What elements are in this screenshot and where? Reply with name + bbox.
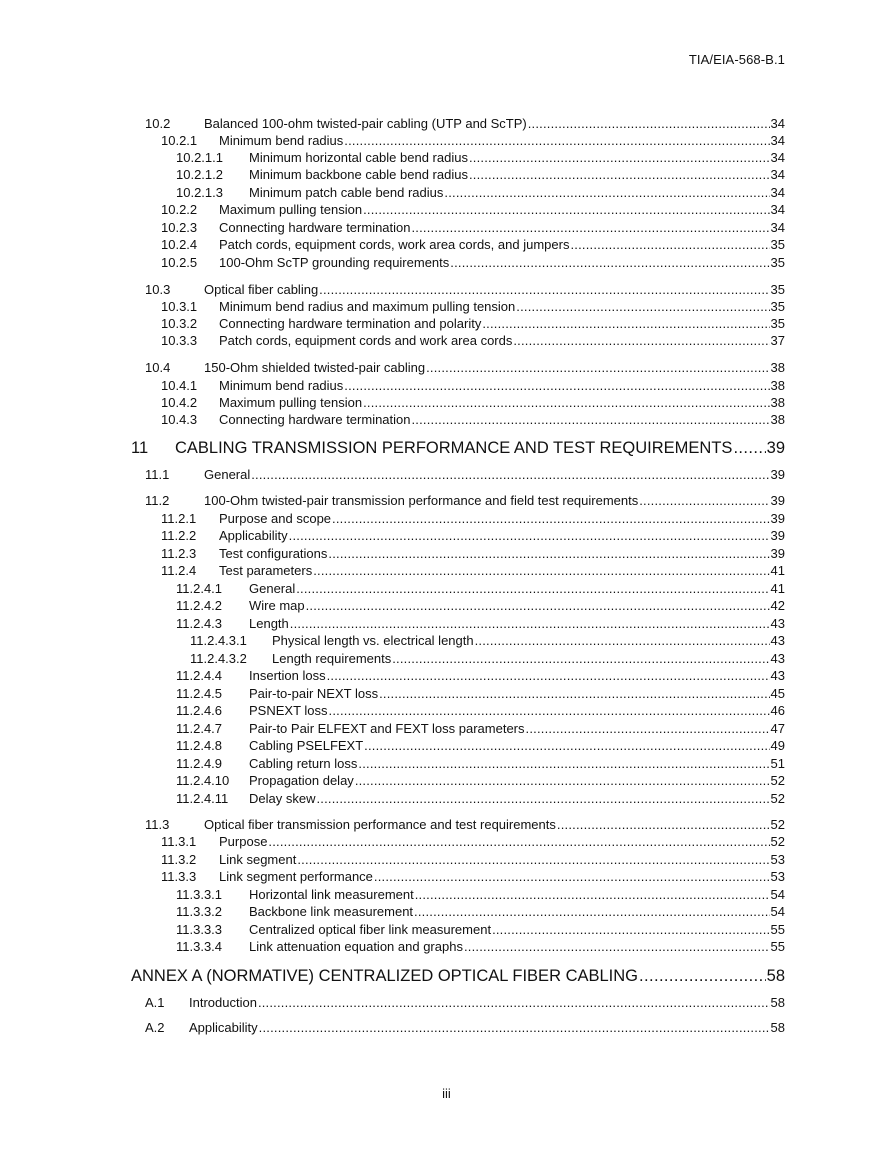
toc-entry[interactable] bbox=[0, 281, 785, 298]
toc-entry-number: 11.2.4.5 bbox=[176, 686, 223, 701]
toc-entry-number: 11.3.2 bbox=[161, 852, 197, 867]
dot-leader bbox=[412, 411, 770, 428]
toc-entry-number: 11.2.4 bbox=[161, 563, 197, 578]
toc-entry-title: 150-Ohm shielded twisted-pair cabling bbox=[204, 360, 426, 375]
toc-entry-title: Link attenuation equation and graphs bbox=[249, 939, 463, 954]
toc-entry[interactable] bbox=[0, 394, 785, 411]
toc-entry-number: 11.2.4.7 bbox=[176, 721, 223, 736]
toc-entry-number: 10.2.2 bbox=[161, 202, 198, 217]
toc-entry-number: 10.2.1 bbox=[161, 133, 198, 148]
toc-entry-title: Cabling return loss bbox=[249, 756, 358, 771]
toc-entry[interactable] bbox=[0, 615, 785, 632]
toc-entry[interactable] bbox=[0, 166, 785, 183]
toc-entry-page: 38 bbox=[770, 412, 785, 427]
dot-leader bbox=[363, 394, 769, 411]
toc-entry-title: Optical fiber transmission performance and test requirements bbox=[204, 817, 556, 832]
dot-leader bbox=[639, 966, 766, 986]
toc-entry-title: Propagation delay bbox=[249, 773, 354, 788]
toc-entry-number: 11.2.4.4 bbox=[176, 668, 223, 683]
dot-leader bbox=[414, 903, 770, 920]
toc-entry-number: 11.2.1 bbox=[161, 511, 197, 526]
toc-entry-number: 11.2.4.3 bbox=[176, 616, 223, 631]
toc-entry-page: 41 bbox=[770, 581, 785, 596]
toc-entry-number: 11.2.4.3.2 bbox=[190, 651, 247, 666]
dot-leader bbox=[469, 149, 770, 166]
toc-entry-page: 34 bbox=[770, 133, 785, 148]
toc-entry-title: General bbox=[204, 467, 251, 482]
toc-entry-number: 10.4 bbox=[145, 360, 171, 375]
toc-entry-page: 52 bbox=[770, 817, 785, 832]
toc-entry-title: Minimum backbone cable bend radius bbox=[249, 167, 468, 182]
toc-entry-number: 10.3.1 bbox=[161, 299, 198, 314]
toc-entry-title: Introduction bbox=[189, 995, 257, 1010]
dot-leader bbox=[355, 772, 770, 789]
toc-entry-title: Backbone link measurement bbox=[249, 904, 414, 919]
toc-entry-page: 49 bbox=[770, 738, 785, 753]
toc-entry[interactable] bbox=[0, 411, 785, 428]
toc-entry-number: 11.2.4.6 bbox=[176, 703, 223, 718]
toc-entry-number: 11.2.4.9 bbox=[176, 756, 223, 771]
toc-entry-number: 10.2.1.2 bbox=[176, 167, 223, 182]
dot-leader bbox=[415, 886, 770, 903]
toc-entry-title: Patch cords, equipment cords and work area cords bbox=[219, 333, 513, 348]
toc-entry-page: 34 bbox=[770, 220, 785, 235]
toc-entry-page: 35 bbox=[770, 282, 785, 297]
toc-entry-page: 42 bbox=[770, 598, 785, 613]
toc-entry-number: 11.3.1 bbox=[161, 834, 197, 849]
toc-entry[interactable] bbox=[0, 790, 785, 807]
toc-entry-title: Cabling PSELFEXT bbox=[249, 738, 364, 753]
dot-leader bbox=[296, 580, 769, 597]
toc-entry[interactable] bbox=[0, 332, 785, 349]
dot-leader bbox=[328, 545, 769, 562]
toc-entry-title: Minimum bend radius and maximum pulling tension bbox=[219, 299, 516, 314]
toc-entry-page: 43 bbox=[770, 668, 785, 683]
toc-entry-number: 10.4.3 bbox=[161, 412, 198, 427]
toc-entry[interactable] bbox=[0, 438, 785, 458]
toc-entry-number: A.1 bbox=[145, 995, 165, 1010]
toc-entry-number: 10.3.2 bbox=[161, 316, 198, 331]
dot-leader bbox=[289, 527, 770, 544]
toc-entry-number: 10.2.1.3 bbox=[176, 185, 223, 200]
toc-entry[interactable] bbox=[0, 1019, 785, 1036]
toc-entry-number: 11.3.3 bbox=[161, 869, 197, 884]
toc-entry-number: 11.2.4.2 bbox=[176, 598, 223, 613]
dot-leader bbox=[639, 492, 769, 509]
dot-leader bbox=[733, 438, 765, 458]
toc-entry-page: 46 bbox=[770, 703, 785, 718]
dot-leader bbox=[251, 466, 769, 483]
toc-entry-number: 11.2.4.8 bbox=[176, 738, 223, 753]
toc-entry-title: Patch cords, equipment cords, work area cords, and jumpers bbox=[219, 237, 570, 252]
toc-entry[interactable] bbox=[0, 562, 785, 579]
toc-entry-page: 35 bbox=[770, 316, 785, 331]
dot-leader bbox=[316, 790, 769, 807]
dot-leader bbox=[482, 315, 769, 332]
toc-entry-number: 10.3 bbox=[145, 282, 171, 297]
toc-entry-page: 35 bbox=[770, 255, 785, 270]
toc-entry-page: 35 bbox=[770, 299, 785, 314]
toc-entry-title: CABLING TRANSMISSION PERFORMANCE AND TEST REQUIREMENTS bbox=[175, 439, 733, 457]
toc-entry-title: Connecting hardware termination bbox=[219, 220, 411, 235]
toc-entry[interactable] bbox=[0, 833, 785, 850]
dot-leader bbox=[344, 132, 769, 149]
toc-entry-number: 10.2.1.1 bbox=[176, 150, 223, 165]
toc-entry-title: Test parameters bbox=[219, 563, 313, 578]
dot-leader bbox=[364, 737, 769, 754]
toc-entry-number: 11.3.3.1 bbox=[176, 887, 223, 902]
toc-entry-number: 11.3.3.2 bbox=[176, 904, 223, 919]
toc-entry[interactable] bbox=[0, 545, 785, 562]
dot-leader bbox=[469, 166, 770, 183]
toc-entry-page: 39 bbox=[770, 528, 785, 543]
dot-leader bbox=[297, 851, 769, 868]
toc-entry-page: 38 bbox=[770, 395, 785, 410]
toc-entry-page: 39 bbox=[770, 467, 785, 482]
toc-entry-page: 38 bbox=[770, 378, 785, 393]
toc-entry-title: Minimum patch cable bend radius bbox=[249, 185, 444, 200]
dot-leader bbox=[358, 755, 769, 772]
dot-leader bbox=[363, 201, 769, 218]
toc-entry-number: 11.1 bbox=[145, 467, 170, 482]
toc-entry-title: Insertion loss bbox=[249, 668, 326, 683]
toc-entry[interactable] bbox=[0, 219, 785, 236]
toc-entry[interactable] bbox=[0, 755, 785, 772]
toc-entry-number: 10.2.4 bbox=[161, 237, 198, 252]
toc-entry-page: 54 bbox=[770, 904, 785, 919]
toc-entry[interactable] bbox=[0, 720, 785, 737]
toc-entry[interactable] bbox=[0, 298, 785, 315]
dot-leader bbox=[426, 359, 769, 376]
toc-entry[interactable] bbox=[0, 236, 785, 253]
toc-entry-title: Test configurations bbox=[219, 546, 328, 561]
toc-entry-page: 34 bbox=[770, 202, 785, 217]
toc-entry-number: 10.4.1 bbox=[161, 378, 198, 393]
toc-entry[interactable] bbox=[0, 667, 785, 684]
dot-leader bbox=[379, 685, 769, 702]
toc-entry-number: 11.2.4.3.1 bbox=[190, 633, 247, 648]
toc-entry-number: 10.2 bbox=[145, 116, 171, 131]
toc-entry-number: 11 bbox=[131, 439, 149, 457]
toc-entry[interactable] bbox=[0, 851, 785, 868]
toc-entry[interactable] bbox=[0, 149, 785, 166]
dot-leader bbox=[306, 597, 770, 614]
toc-entry-title: Purpose bbox=[219, 834, 268, 849]
toc-entry[interactable] bbox=[0, 359, 785, 376]
dot-leader bbox=[319, 281, 769, 298]
toc-entry-page: 39 bbox=[770, 511, 785, 526]
toc-entry[interactable] bbox=[0, 737, 785, 754]
toc-entry-number: 10.3.3 bbox=[161, 333, 198, 348]
dot-leader bbox=[344, 377, 769, 394]
toc-entry-page: 39 bbox=[770, 493, 785, 508]
dot-leader bbox=[412, 219, 770, 236]
toc-entry-page: 55 bbox=[770, 922, 785, 937]
toc-entry-page: 35 bbox=[770, 237, 785, 252]
toc-entry-title: Optical fiber cabling bbox=[204, 282, 319, 297]
toc-entry-number: 11.2.2 bbox=[161, 528, 197, 543]
toc-entry[interactable] bbox=[0, 938, 785, 955]
toc-entry-number: 11.2.4.1 bbox=[176, 581, 223, 596]
toc-entry-title: Balanced 100-ohm twisted-pair cabling (UTP and ScTP) bbox=[204, 116, 527, 131]
toc-entry-page: 43 bbox=[770, 616, 785, 631]
page-number: iii bbox=[442, 1086, 451, 1101]
dot-leader bbox=[464, 938, 770, 955]
toc-entry-title: Applicability bbox=[189, 1020, 258, 1035]
toc-entry[interactable] bbox=[0, 132, 785, 149]
toc-entry-title: Minimum bend radius bbox=[219, 133, 344, 148]
toc-entry-title: PSNEXT loss bbox=[249, 703, 328, 718]
toc-entry-title: Maximum pulling tension bbox=[219, 395, 363, 410]
toc-entry-page: 55 bbox=[770, 939, 785, 954]
toc-entry-page: 34 bbox=[770, 185, 785, 200]
toc-entry-number: 11.2.4.10 bbox=[176, 773, 230, 788]
toc-entry-number: 10.4.2 bbox=[161, 395, 198, 410]
toc-entry-title: Connecting hardware termination bbox=[219, 412, 411, 427]
dot-leader bbox=[450, 254, 769, 271]
toc-entry[interactable] bbox=[0, 966, 785, 986]
toc-entry-number: 11.3 bbox=[145, 817, 170, 832]
toc-entry-number: 10.2.5 bbox=[161, 255, 198, 270]
toc-entry[interactable] bbox=[0, 994, 785, 1011]
toc-entry-title: Applicability bbox=[219, 528, 288, 543]
toc-entry-title: Length requirements bbox=[272, 651, 392, 666]
toc-entry-page: 34 bbox=[770, 116, 785, 131]
toc-entry-title: Pair-to Pair ELFEXT and FEXT loss parameters bbox=[249, 721, 525, 736]
toc-entry[interactable] bbox=[0, 702, 785, 719]
toc-entry-page: 58 bbox=[770, 1020, 785, 1035]
toc-entry-title: Link segment bbox=[219, 852, 297, 867]
toc-entry-title: Link segment performance bbox=[219, 869, 373, 884]
toc-entry-page: 38 bbox=[770, 360, 785, 375]
toc-entry[interactable] bbox=[0, 466, 785, 483]
toc-entry-page: 45 bbox=[770, 686, 785, 701]
toc-entry-number: 10.2.3 bbox=[161, 220, 198, 235]
toc-entry-page: 37 bbox=[770, 333, 785, 348]
dot-leader bbox=[374, 868, 770, 885]
toc-entry-page: 52 bbox=[770, 773, 785, 788]
toc-entry-title: Length bbox=[249, 616, 289, 631]
toc-entry-title: Minimum bend radius bbox=[219, 378, 344, 393]
toc-entry[interactable] bbox=[0, 315, 785, 332]
toc-entry-page: 54 bbox=[770, 887, 785, 902]
toc-entry-page: 58 bbox=[766, 967, 785, 985]
toc-entry[interactable] bbox=[0, 527, 785, 544]
dot-leader bbox=[392, 650, 769, 667]
toc-entry-title: 100-Ohm ScTP grounding requirements bbox=[219, 255, 450, 270]
dot-leader bbox=[557, 816, 770, 833]
toc-entry[interactable] bbox=[0, 685, 785, 702]
dot-leader bbox=[528, 115, 770, 132]
toc-entry[interactable] bbox=[0, 886, 785, 903]
dot-leader bbox=[570, 236, 769, 253]
toc-entry[interactable] bbox=[0, 254, 785, 271]
dot-leader bbox=[513, 332, 769, 349]
toc-entry-page: 41 bbox=[770, 563, 785, 578]
toc-entry[interactable] bbox=[0, 632, 785, 649]
toc-entry-page: 51 bbox=[770, 756, 785, 771]
toc-entry-number: 11.2.4.11 bbox=[176, 791, 229, 806]
dot-leader bbox=[332, 510, 770, 527]
toc-entry[interactable] bbox=[0, 184, 785, 201]
toc-entry[interactable] bbox=[0, 580, 785, 597]
toc-entry-page: 43 bbox=[770, 651, 785, 666]
toc-entry-page: 43 bbox=[770, 633, 785, 648]
toc-entry-title: Centralized optical fiber link measurement bbox=[249, 922, 492, 937]
toc-entry-number: A.2 bbox=[145, 1020, 165, 1035]
toc-entry-page: 53 bbox=[770, 869, 785, 884]
toc-entry[interactable] bbox=[0, 597, 785, 614]
toc-entry-number: 11.2.3 bbox=[161, 546, 197, 561]
toc-entry-title: Pair-to-pair NEXT loss bbox=[249, 686, 379, 701]
toc-entry[interactable] bbox=[0, 377, 785, 394]
toc-entry-page: 52 bbox=[770, 791, 785, 806]
toc-entry-title: Delay skew bbox=[249, 791, 316, 806]
toc-entry[interactable] bbox=[0, 772, 785, 789]
dot-leader bbox=[290, 615, 770, 632]
toc-entry[interactable] bbox=[0, 201, 785, 218]
toc-entry[interactable] bbox=[0, 492, 785, 509]
dot-leader bbox=[327, 667, 770, 684]
toc-entry[interactable] bbox=[0, 868, 785, 885]
toc-entry[interactable] bbox=[0, 903, 785, 920]
toc-entry-page: 53 bbox=[770, 852, 785, 867]
toc-entry-title: Purpose and scope bbox=[219, 511, 332, 526]
dot-leader bbox=[329, 702, 770, 719]
toc-entry[interactable] bbox=[0, 650, 785, 667]
dot-leader bbox=[268, 833, 769, 850]
dot-leader bbox=[259, 1019, 770, 1036]
dot-leader bbox=[526, 720, 770, 737]
toc-entry-number: 11.3.3.3 bbox=[176, 922, 223, 937]
toc-entry[interactable] bbox=[0, 921, 785, 938]
toc-entry[interactable] bbox=[0, 510, 785, 527]
toc-entry-number: 11.3.3.4 bbox=[176, 939, 223, 954]
dot-leader bbox=[444, 184, 769, 201]
toc-entry-page: 39 bbox=[770, 546, 785, 561]
toc-entry-title: Physical length vs. electrical length bbox=[272, 633, 474, 648]
dot-leader bbox=[313, 562, 769, 579]
toc-entry-page: 47 bbox=[770, 721, 785, 736]
toc-entry-page: 52 bbox=[770, 834, 785, 849]
toc-entry-page: 58 bbox=[770, 995, 785, 1010]
toc-entry-title: Maximum pulling tension bbox=[219, 202, 363, 217]
dot-leader bbox=[475, 632, 770, 649]
dot-leader bbox=[492, 921, 769, 938]
toc-entry[interactable] bbox=[0, 115, 785, 132]
toc-entry-title: Wire map bbox=[249, 598, 305, 613]
toc-entry-number: 11.2 bbox=[145, 493, 170, 508]
toc-entry[interactable] bbox=[0, 816, 785, 833]
toc-entry-title: Minimum horizontal cable bend radius bbox=[249, 150, 468, 165]
document-id: TIA/EIA-568-B.1 bbox=[688, 52, 785, 67]
toc-entry-title: 100-Ohm twisted-pair transmission performance and field test requirements bbox=[204, 493, 639, 508]
toc-entry-page: 34 bbox=[770, 150, 785, 165]
dot-leader bbox=[516, 298, 769, 315]
dot-leader bbox=[258, 994, 770, 1011]
toc-entry-title: ANNEX A (NORMATIVE) CENTRALIZED OPTICAL FIBER CABLING bbox=[131, 967, 639, 985]
toc-entry-title: Horizontal link measurement bbox=[249, 887, 414, 902]
toc-entry-page: 34 bbox=[770, 167, 785, 182]
toc-entry-title: General bbox=[249, 581, 296, 596]
toc-entry-page: 39 bbox=[766, 439, 785, 457]
toc-entry-title: Connecting hardware termination and polarity bbox=[219, 316, 482, 331]
